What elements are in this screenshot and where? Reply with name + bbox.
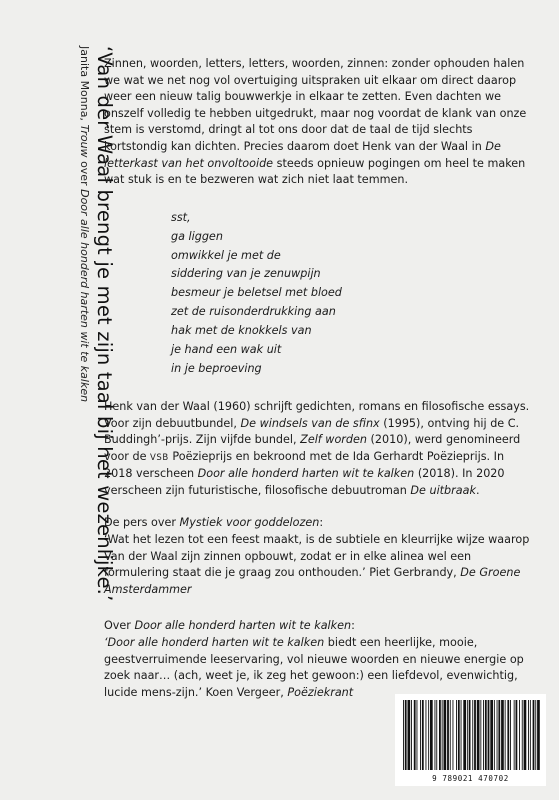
attribution-source: Trouw [78, 124, 91, 158]
barcode-bar [530, 700, 531, 770]
barcode-bar [453, 700, 454, 770]
spine-quote: ‘Van der Waal brengt je met zijn taal bij het wezenlijke.’ [93, 46, 116, 602]
barcode-bar [447, 700, 449, 770]
barcode-bar [403, 700, 404, 770]
poem-line: ga liggen [171, 229, 223, 243]
barcode-bars [395, 694, 546, 774]
barcode-bar [444, 700, 447, 770]
barcode-bar [436, 700, 437, 770]
vsb-smallcaps: VSB [150, 452, 169, 463]
barcode-bar [456, 700, 457, 770]
poem-line: sst, [171, 210, 191, 224]
poem-line: siddering van je zenuwpijn [171, 267, 321, 281]
barcode-bar [477, 700, 480, 770]
barcode-bar [514, 700, 515, 770]
barcode-bar [494, 700, 495, 770]
barcode-bar [408, 700, 411, 770]
blurb [104, 56, 534, 701]
barcode-digits: 9 789021 470702 [432, 774, 509, 783]
press-quote-2: ‘Door alle honderd harten wit te kalken biedt een heerlijke, mooie, geestverruimende leeservaring, vol nieuwe woorden en nieuwe energie op zoek naar… (ach, weet je, ik zeg het gewoon:) een liefdevol, evenwichtig, lucide mens-zijn.’ Koen Vergeer, Poëziekrant [104, 636, 524, 699]
barcode-bar [535, 700, 536, 770]
barcode-bar [435, 700, 436, 770]
barcode-bar [485, 700, 487, 770]
barcode-bar [497, 700, 498, 770]
barcode-bar [467, 700, 468, 770]
barcode-bar [411, 700, 412, 770]
barcode-bar [490, 700, 493, 770]
barcode-bar [505, 700, 506, 770]
poem-line: zet de ruisonderdrukking aan [171, 305, 336, 319]
barcode-bar [420, 700, 421, 770]
barcode-bar [510, 700, 511, 770]
barcode-bar [463, 700, 466, 770]
barcode-bar [439, 700, 441, 770]
barcode-bar [469, 700, 471, 770]
barcode-bar [522, 700, 523, 770]
barcode-bar [498, 700, 500, 770]
press-heading-2: Over Door alle honderd harten wit te kalken: [104, 619, 355, 633]
barcode-bar [474, 700, 476, 770]
intro-paragraph: Zinnen, woorden, letters, letters, woorden, zinnen: zonder ophouden halen we wat we net nog vol overtuiging uitspraken uit elkaar om direct daarop weer een nieuw talig bouwwerkje in elkaar te zetten. Even dachten we onszelf volledig te hebben uitgedrukt, maar nog voordat de klank van onze stem is verstomd, dringt al tot ons door dat de taal de tijd slechts kortstondig kan dichten. Precies daarom doet Henk van der Waal in De letterkast van het onvoltooide steeds opnieuw pogingen om heel te maken wat stuk is en te bezweren wat zich niet laat temmen. [104, 57, 527, 187]
barcode-bar [507, 700, 509, 770]
barcode-bar [537, 700, 540, 770]
barcode-bar [426, 700, 427, 770]
barcode-bar [533, 700, 535, 770]
press-heading-1: De pers over Mystiek voor goddelozen: [104, 516, 324, 530]
attribution-over: over [78, 161, 91, 186]
barcode-bar [519, 700, 520, 770]
barcode-bar [524, 700, 527, 770]
poem-line: omwikkel je met de [171, 248, 281, 262]
barcode-bar [461, 700, 462, 770]
barcode-bar [458, 700, 460, 770]
intro-book-title: De letterkast van het onvoltooide [104, 139, 501, 170]
barcode-bar [501, 700, 504, 770]
barcode-bar [450, 700, 451, 770]
spine-attribution [78, 46, 91, 766]
barcode-bar [488, 700, 490, 770]
author-bio: Henk van der Waal (1960) schrijft gedichten, romans en filosofische essays. Voor zijn debuutbundel, De windsels van de sfinx (1995), ontving hij de C. Buddingh’-prijs. Zijn vijfde bundel, Zelf worden (2010), werd genomineerd voor de VSB Poëzieprijs en bekroond met de Ida Gerhardt Poëzieprijs. In 2018 verscheen Door alle honderd harten wit te kalken (2018). In 2020 verscheen zijn futuristische, filosofische debuutroman De uitbraak. [104, 399, 530, 497]
barcode-bar [483, 700, 484, 770]
barcode-bar [430, 700, 433, 770]
barcode-bar [414, 700, 416, 770]
barcode-bar [528, 700, 529, 770]
poem-excerpt [171, 209, 534, 379]
barcode-bar [442, 700, 443, 770]
poem-line: je hand een wak uit [171, 343, 282, 357]
barcode-bar [472, 700, 473, 770]
poem-line: besmeur je beletsel met bloed [171, 286, 342, 300]
press-quote-1: ‘Wat het lezen tot een feest maakt, is de subtiele en kleurrijke wijze waarop Van der Waal zijn zinnen opbouwt, zodat er in elke alinea wel een formulering staat die je graag zou onthouden.’ Piet Gerbrandy, De Groene Amsterdammer [104, 533, 530, 596]
barcode-bar [422, 700, 424, 770]
poem-line: hak met de knokkels van [171, 324, 312, 338]
barcode-bar [480, 700, 481, 770]
barcode-bar [417, 700, 418, 770]
barcode-bar [405, 700, 407, 770]
isbn-barcode [395, 694, 546, 786]
barcode-bar [428, 700, 429, 770]
barcode-bar [516, 700, 518, 770]
attribution-title: Door alle honderd harten wit te kalken [78, 189, 91, 403]
attribution-author: Janita Monna, [78, 46, 91, 121]
poem-line: in je beproeving [171, 362, 262, 375]
